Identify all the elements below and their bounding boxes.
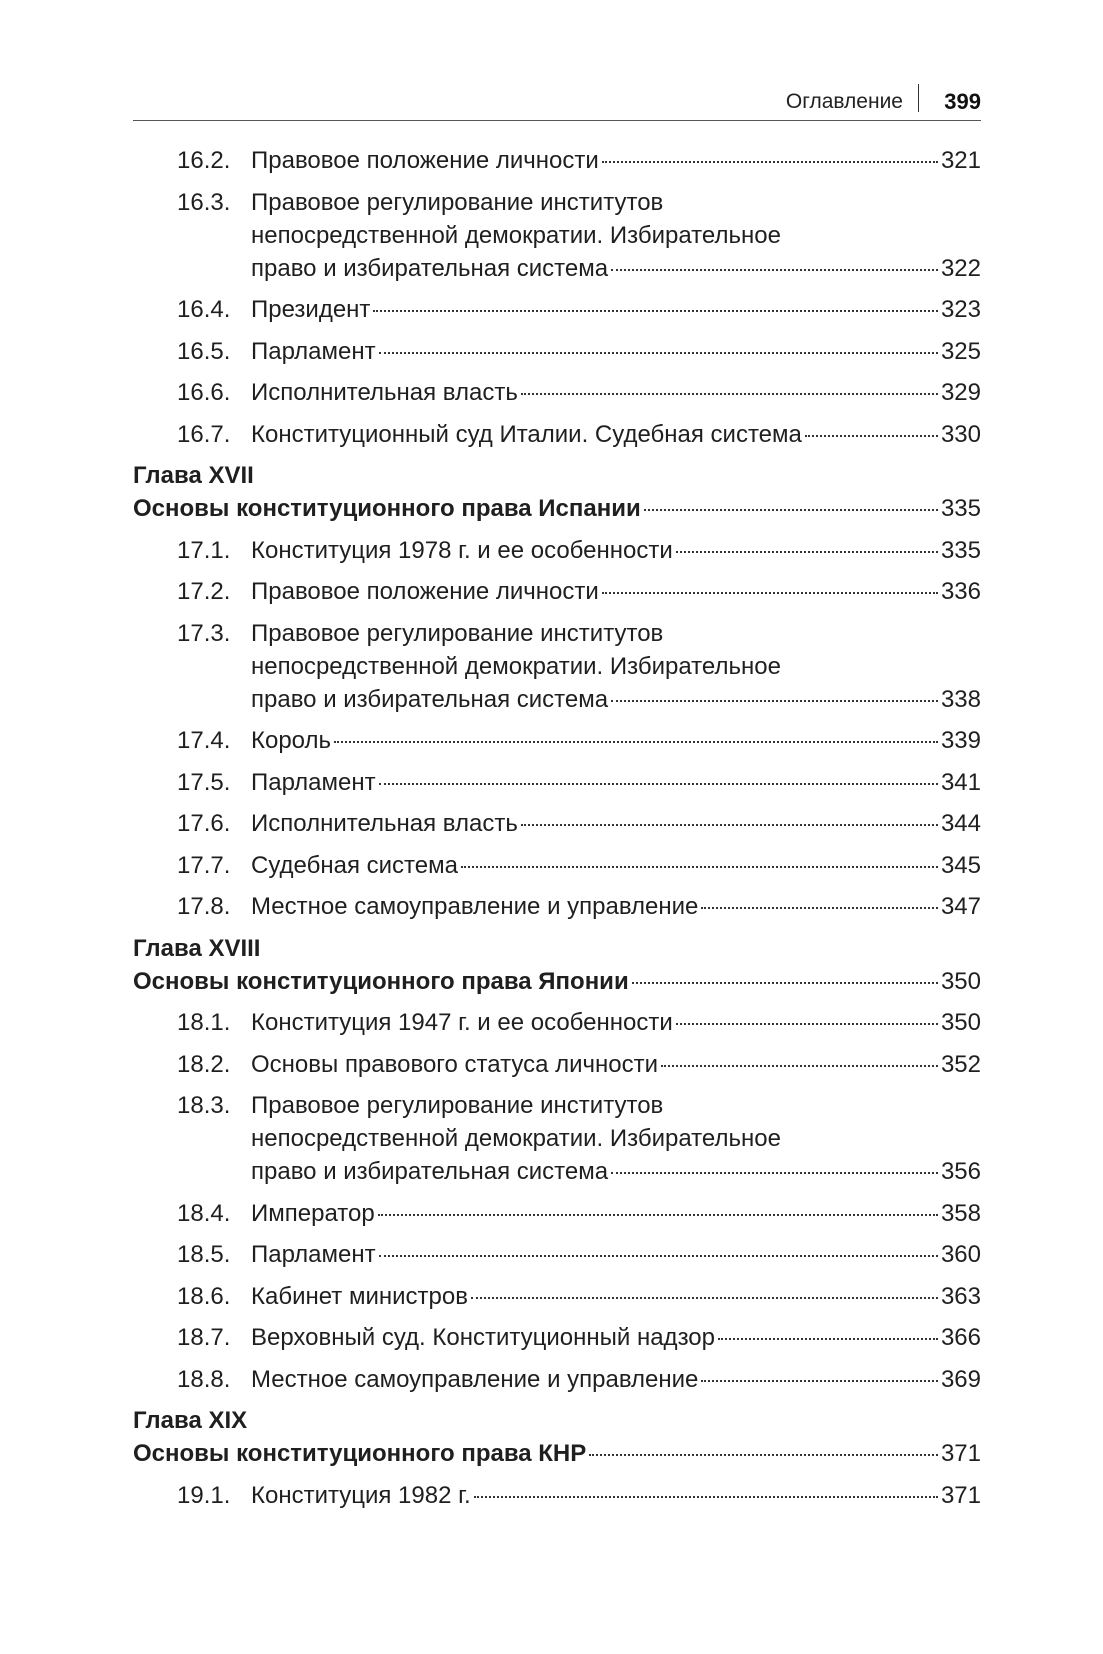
entry-body (251, 376, 981, 409)
toc-entry[interactable] (133, 1089, 981, 1188)
entry-last-line (251, 1048, 981, 1081)
toc-entry[interactable] (133, 144, 981, 177)
entry-last-line (251, 376, 981, 409)
entry-last-line (251, 807, 981, 840)
page-number: 329 (940, 379, 981, 406)
entry-last-line (251, 849, 981, 882)
entry-title: Основы конституционного права КНР (133, 1440, 587, 1467)
page-number: 352 (940, 1050, 981, 1078)
toc-entry[interactable] (133, 1321, 981, 1354)
entry-last-line (251, 1238, 981, 1271)
entry-number: 17.1. (177, 536, 231, 564)
entry-body (251, 1363, 981, 1396)
page-number: 321 (940, 147, 981, 174)
entry-body (251, 890, 981, 923)
entry-title: Судебная система (251, 851, 458, 879)
page-number: 335 (940, 536, 981, 564)
toc-chapter-entry[interactable] (133, 1404, 981, 1470)
dot-leader (644, 509, 938, 511)
entry-last-line (133, 965, 981, 998)
dot-leader (334, 741, 938, 743)
entry-number: 16.3. (177, 188, 231, 216)
dot-leader (379, 783, 938, 785)
toc-entry[interactable] (133, 766, 981, 799)
entry-title: Основы правового статуса личности (251, 1050, 658, 1078)
entry-number: 18.8. (177, 1365, 231, 1393)
page-number: 360 (940, 1241, 981, 1268)
entry-title: Конституция 1978 г. и ее особенности (251, 536, 673, 564)
toc-entry[interactable] (133, 724, 981, 757)
toc-chapter-entry[interactable] (133, 932, 981, 998)
toc-entry[interactable] (133, 1006, 981, 1039)
entry-title: Правовое положение личности (251, 147, 599, 174)
entry-title: право и избирательная система (251, 685, 609, 713)
toc-entry[interactable] (133, 849, 981, 882)
entry-number: 17.5. (177, 768, 231, 796)
entry-title: Верховный суд. Конституционный надзор (251, 1324, 715, 1351)
page-number: 339 (940, 727, 981, 754)
entry-number: 17.3. (177, 619, 231, 647)
toc-entry[interactable] (133, 1280, 981, 1313)
dot-leader (521, 824, 938, 826)
page-number: 330 (940, 420, 981, 448)
dot-leader (701, 907, 938, 909)
page-number: 350 (940, 1009, 981, 1036)
header-title: Оглавление (785, 90, 903, 113)
entry-last-line (251, 1197, 981, 1230)
page-number: 356 (940, 1158, 981, 1185)
entry-number: 18.1. (177, 1009, 231, 1036)
toc-entry[interactable] (133, 335, 981, 368)
entry-title: право и избирательная система (251, 1158, 609, 1185)
toc-entry[interactable] (133, 1197, 981, 1230)
entry-body (251, 1197, 981, 1230)
dot-leader (718, 1338, 938, 1340)
entry-number: 18.6. (177, 1282, 231, 1310)
entry-number: 16.2. (177, 147, 231, 174)
page-number: 335 (940, 495, 981, 522)
entry-body (251, 1006, 981, 1039)
toc-entry[interactable] (133, 807, 981, 840)
entry-body (251, 766, 981, 799)
toc-entry[interactable] (133, 534, 981, 567)
dot-leader (676, 1023, 938, 1025)
entry-number: 18.5. (177, 1241, 231, 1268)
entry-title: Местное самоуправление и управление (251, 893, 699, 920)
page-number: 323 (940, 296, 981, 323)
entry-body (251, 186, 981, 285)
toc-entry[interactable] (133, 1048, 981, 1081)
entry-last-line (133, 1437, 981, 1470)
entry-body (251, 144, 981, 177)
dot-leader (611, 269, 938, 271)
toc-entry[interactable] (133, 186, 981, 285)
entry-last-line (251, 1479, 981, 1512)
page-number: 338 (940, 685, 981, 713)
entry-number: 18.2. (177, 1050, 231, 1078)
toc-entry[interactable] (133, 890, 981, 923)
toc-entry[interactable] (133, 1479, 981, 1512)
toc-entry[interactable] (133, 617, 981, 716)
dot-leader (701, 1380, 938, 1382)
entry-body (251, 293, 981, 326)
toc-entry[interactable] (133, 575, 981, 608)
entry-body (251, 335, 981, 368)
entry-number: 16.5. (177, 337, 231, 365)
entry-title: Конституция 1982 г. (251, 1481, 471, 1509)
entry-title-line: Правовое регулирование институтов (251, 1092, 664, 1119)
entry-body (251, 1280, 981, 1313)
entry-body (251, 1238, 981, 1271)
entry-last-line (251, 144, 981, 177)
header-separator (918, 84, 920, 112)
dot-leader (521, 393, 938, 395)
entry-body (251, 1089, 981, 1188)
entry-title-line: непосредственной демократии. Избирательное (251, 652, 781, 680)
page-number: 366 (940, 1324, 981, 1351)
dot-leader (589, 1454, 938, 1456)
entry-last-line (251, 293, 981, 326)
entry-last-line (251, 1006, 981, 1039)
entry-last-line (251, 335, 981, 368)
entry-body (251, 1321, 981, 1354)
entry-title: Президент (251, 296, 371, 323)
dot-leader (474, 1496, 938, 1498)
entry-title: Конституция 1947 г. и ее особенности (251, 1009, 673, 1036)
entry-last-line (251, 1321, 981, 1354)
toc-entry[interactable] (133, 293, 981, 326)
entry-last-line (133, 492, 981, 525)
entry-last-line (251, 1363, 981, 1396)
entry-body (251, 575, 981, 608)
page-number: 322 (940, 254, 981, 282)
entry-last-line (251, 1155, 981, 1188)
toc-entry[interactable] (133, 418, 981, 451)
entry-last-line (251, 575, 981, 608)
entry-number: 17.2. (177, 578, 231, 605)
entry-body (133, 492, 981, 525)
entry-title: Парламент (251, 768, 376, 796)
dot-leader (805, 435, 938, 437)
entry-title: Император (251, 1199, 375, 1227)
dot-leader (611, 700, 938, 702)
entry-title: Парламент (251, 337, 376, 365)
entry-title: Основы конституционного права Испании (133, 495, 641, 522)
dot-leader (602, 592, 938, 594)
entry-body (251, 1479, 981, 1512)
entry-number: 17.4. (177, 727, 231, 754)
dot-leader (379, 352, 938, 354)
entry-title-line: непосредственной демократии. Избирательное (251, 221, 781, 249)
page-number: 369 (940, 1365, 981, 1393)
entry-body (251, 534, 981, 567)
page-number: 371 (940, 1440, 981, 1467)
toc-entry[interactable] (133, 1363, 981, 1396)
entry-title: Исполнительная власть (251, 379, 518, 406)
entry-title: Кабинет министров (251, 1282, 468, 1310)
running-header (133, 82, 981, 121)
entry-body (251, 418, 981, 451)
entry-title-line: непосредственной демократии. Избирательное (251, 1125, 781, 1152)
entry-last-line (251, 766, 981, 799)
toc-chapter-entry[interactable] (133, 459, 981, 525)
entry-body (251, 617, 981, 716)
page-number: 341 (940, 768, 981, 796)
dot-leader (461, 866, 938, 868)
dot-leader (379, 1255, 938, 1257)
entry-last-line (251, 534, 981, 567)
entry-number: 17.8. (177, 893, 231, 920)
page-number: 325 (940, 337, 981, 365)
toc-entry[interactable] (133, 1238, 981, 1271)
entry-last-line (251, 252, 981, 285)
page-number: 358 (940, 1199, 981, 1227)
entry-number: 16.7. (177, 420, 231, 448)
page-number: 336 (940, 578, 981, 605)
entry-title-line: Правовое регулирование институтов (251, 619, 664, 647)
entry-title: Правовое положение личности (251, 578, 599, 605)
entry-last-line (251, 890, 981, 923)
entry-body (251, 724, 981, 757)
entry-title-line: Правовое регулирование институтов (251, 188, 664, 216)
page-number: 371 (940, 1481, 981, 1509)
entry-title: Местное самоуправление и управление (251, 1365, 699, 1393)
entry-title: Основы конституционного права Японии (133, 967, 629, 995)
entry-number: 16.6. (177, 379, 231, 406)
entry-number: 16.4. (177, 296, 231, 323)
entry-title: право и избирательная система (251, 254, 609, 282)
dot-leader (661, 1065, 938, 1067)
page-number: 350 (940, 967, 981, 995)
entry-number: 17.7. (177, 851, 231, 879)
entry-body (133, 965, 981, 998)
dot-leader (611, 1172, 938, 1174)
chapter-label: Глава XVIII (133, 934, 261, 962)
chapter-label: Глава XIX (133, 1407, 248, 1434)
page-number: 345 (940, 851, 981, 879)
entry-body (251, 807, 981, 840)
dot-leader (676, 551, 938, 553)
entry-body (133, 1437, 981, 1470)
page-number: 363 (940, 1282, 981, 1310)
entry-title: Парламент (251, 1241, 376, 1268)
entry-number: 19.1. (177, 1481, 231, 1509)
entry-number: 17.6. (177, 810, 231, 837)
table-of-contents (133, 144, 981, 1520)
dot-leader (632, 982, 938, 984)
entry-body (251, 1048, 981, 1081)
chapter-label: Глава XVII (133, 462, 254, 489)
entry-title: Конституционный суд Италии. Судебная система (251, 420, 802, 448)
entry-last-line (251, 418, 981, 451)
entry-number: 18.3. (177, 1092, 231, 1119)
toc-entry[interactable] (133, 376, 981, 409)
entry-title: Король (251, 727, 332, 754)
entry-number: 18.4. (177, 1199, 231, 1227)
entry-title: Исполнительная власть (251, 810, 518, 837)
entry-last-line (251, 683, 981, 716)
entry-number: 18.7. (177, 1324, 231, 1351)
dot-leader (471, 1297, 938, 1299)
header-page-number: 399 (944, 89, 981, 114)
entry-last-line (251, 724, 981, 757)
dot-leader (373, 310, 938, 312)
entry-last-line (251, 1280, 981, 1313)
dot-leader (602, 161, 938, 163)
entry-body (251, 849, 981, 882)
dot-leader (378, 1214, 938, 1216)
page-number: 347 (940, 893, 981, 920)
page-number: 344 (940, 810, 981, 837)
